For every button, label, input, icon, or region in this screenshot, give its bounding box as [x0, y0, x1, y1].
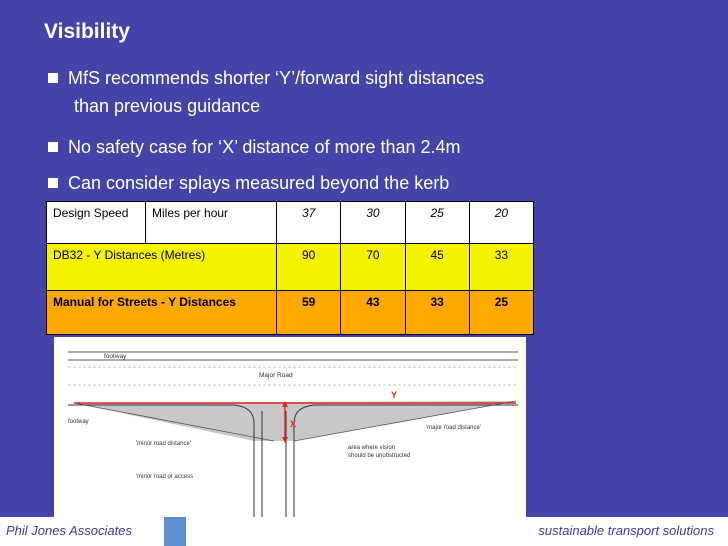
cell-mfs-label: Manual for Streets - Y Distances	[47, 291, 277, 335]
table-row-header	[47, 202, 534, 244]
cell-speed-25: 25	[405, 202, 469, 244]
table-row-mfs	[47, 291, 534, 335]
bullet-square-icon	[48, 73, 58, 83]
cell-db32-20: 33	[469, 244, 533, 291]
cell-db32-37: 90	[277, 244, 341, 291]
sight-distance-table	[46, 201, 534, 335]
label-minor-road-access: 'minor road or access	[136, 474, 194, 480]
footer-tagline: sustainable transport solutions	[538, 523, 714, 538]
visibility-splay-diagram	[54, 337, 526, 534]
cell-db32-30: 70	[341, 244, 405, 291]
table-row-db32	[47, 244, 534, 291]
cell-design-speed: Design Speed	[47, 202, 146, 244]
label-x: X	[290, 419, 297, 429]
label-major-road-distance: 'major road distance'	[426, 425, 481, 431]
slide-title: Visibility	[44, 20, 130, 43]
label-y: Y	[391, 390, 398, 400]
cell-mfs-20: 25	[469, 291, 533, 335]
bullet-3-text: Can consider splays measured beyond the kerb	[68, 173, 450, 193]
cell-mph: Miles per hour	[146, 202, 277, 244]
company-logo	[164, 517, 186, 546]
cell-mfs-30: 43	[341, 291, 405, 335]
cell-speed-37: 37	[277, 202, 341, 244]
bullet-square-icon	[48, 142, 58, 152]
bullet-1-text: MfS recommends shorter ‘Y’/forward sight distances	[68, 68, 485, 88]
label-major-road: Major Road	[259, 372, 293, 379]
cell-db32-label: DB32 - Y Distances (Metres)	[47, 244, 277, 291]
footer-company: Phil Jones Associates	[6, 523, 132, 538]
cell-speed-20: 20	[469, 202, 533, 244]
label-footway-top: footway	[104, 353, 127, 360]
bullet-square-icon	[48, 178, 58, 188]
footer-bar	[0, 517, 728, 546]
junction-diagram-svg	[54, 337, 526, 534]
bullet-3	[48, 173, 449, 194]
bullet-2	[48, 137, 461, 158]
cell-speed-30: 30	[341, 202, 405, 244]
cell-mfs-37: 59	[277, 291, 341, 335]
bullet-1-continuation: than previous guidance	[74, 96, 261, 116]
cell-mfs-25: 33	[405, 291, 469, 335]
label-area-vision: area where vision	[348, 445, 396, 451]
bullet-2-text: No safety case for ‘X’ distance of more than 2.4m	[68, 137, 461, 157]
bullet-1	[48, 68, 484, 89]
cell-db32-25: 45	[405, 244, 469, 291]
label-minor-road-distance: 'minor road distance'	[136, 441, 191, 447]
label-area-vision-2: should be unobstructed	[348, 453, 411, 459]
label-footway-left: footway	[68, 419, 89, 425]
